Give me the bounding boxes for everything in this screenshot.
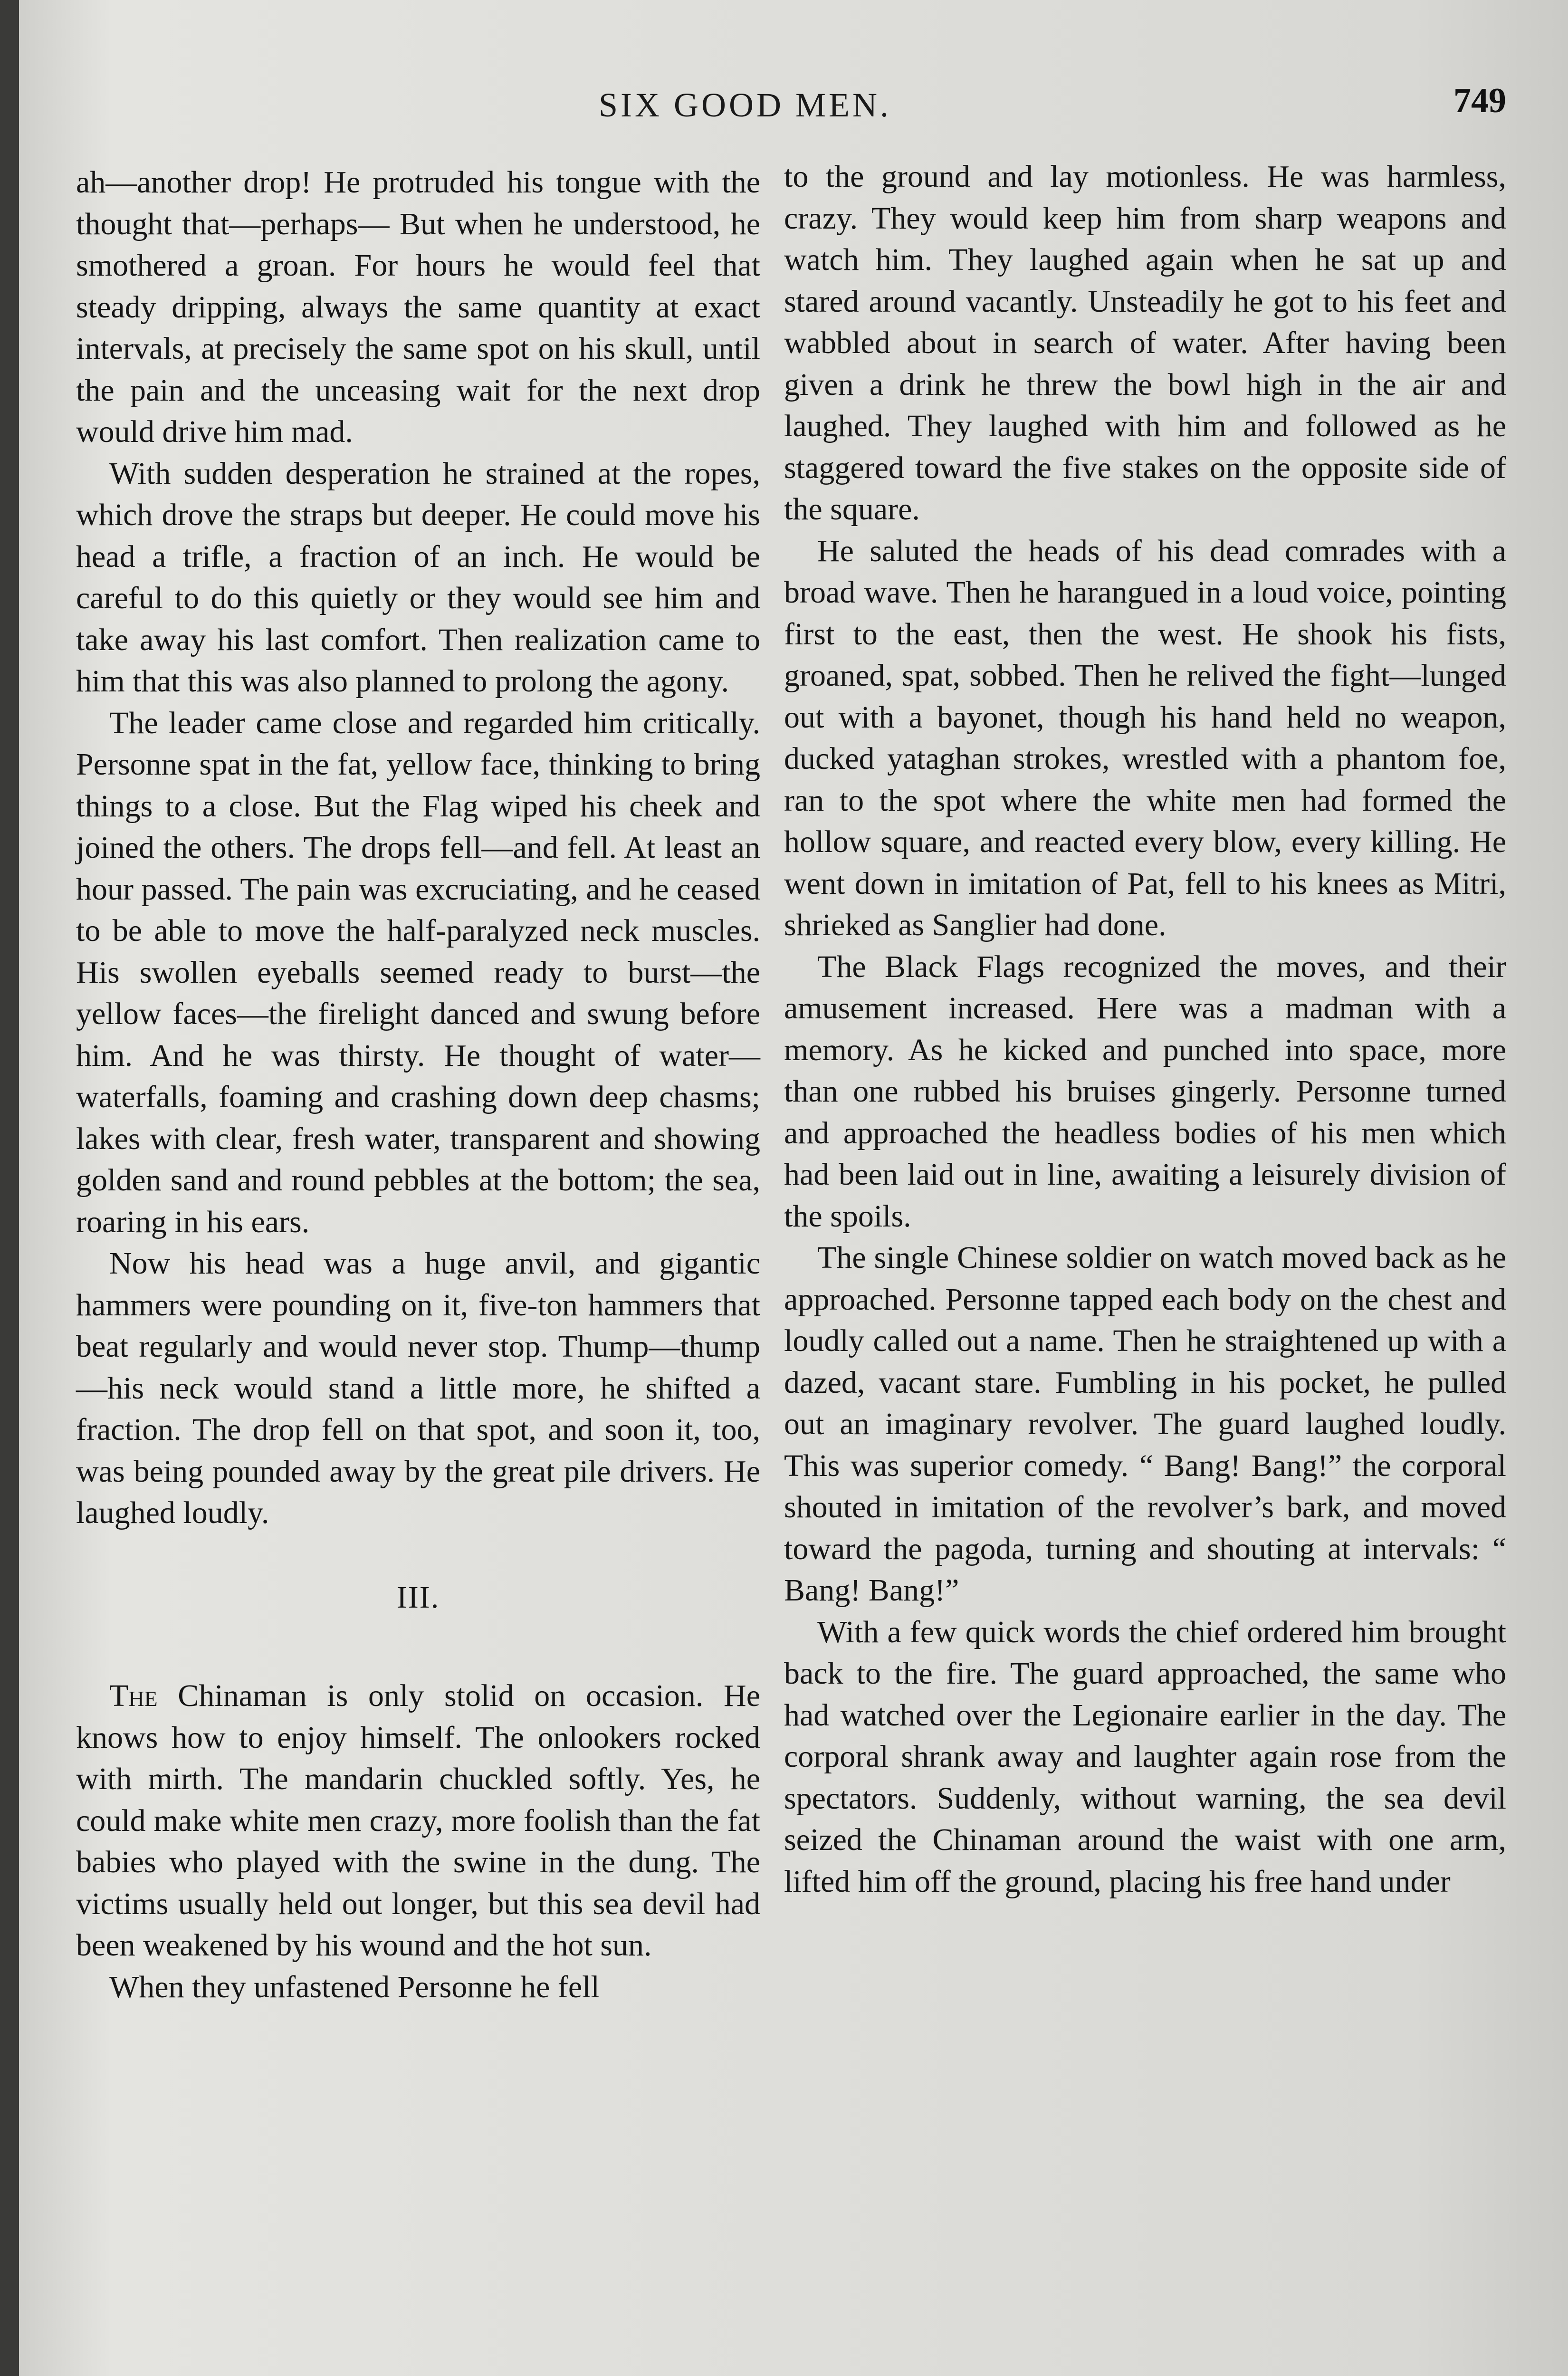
paragraph [76,1675,760,1966]
paragraph: to the ground and lay motionless. He was harmless, crazy. They would keep him from sharp weapons and watch him. They laughed again when he sat up and stared around vacantly. Unsteadily he got to his feet and wabbled about in search of water. After having been given a drink he threw the bowl high in the air and laughed. They laughed with him and followed as he staggered toward the five stakes on the opposite side of the square. [784,159,1506,527]
paragraph: With sudden desperation he strained at the ropes, which drove the straps but deeper. He could move his head a trifle, a fraction of an inch. He would be careful to do this quietly or they would see him and take away his last comfort. Then realization came to him that this was also planned to prolong the agony. [76,456,760,699]
paragraph: The Black Flags recognized the moves, and their amusement increased. Here was a madman with a memory. As he kicked and punched into space, more than one rubbed his bruises gingerly. Personne turned and approached the headless bodies of his men which had been laid out in line, awaiting a leisurely division of the spoils. [784,949,1506,1234]
paragraph: With a few quick words the chief ordered him brought back to the fire. The guard approached, the same who had watched over the Legionaire earlier in the day. The corporal shrank away and laughter again rose from the spectators. Suddenly, without warning, the sea devil seized the Chinaman around the waist with one arm, lifted him off the ground, placing his free hand under [784,1614,1506,1899]
paragraph: ah—another drop! He protruded his tongue with the thought that—perhaps— But when he understood, he smothered a groan. For hours he would feel that steady dripping, always the same quantity at exact intervals, at precisely the same spot on his skull, until the pain and the unceasing wait for the next drop would drive him mad. [76,165,760,449]
paragraph: Now his head was a huge anvil, and gigantic hammers were pounding on it, five-ton hammers that beat regularly and would never stop. Thump—thump—his neck would stand a little more, he shifted a fraction. The drop fell on that spot, and soon it, too, was being pounded away by the great pile drivers. He laughed loudly. [76,1246,760,1530]
lead-in-word: The [109,1678,158,1713]
section-heading: III. [396,1580,440,1615]
right-column [784,156,1506,1902]
book-page [19,0,1568,2376]
paragraph: When they unfastened Personne he fell [109,1969,600,2004]
paragraph: He saluted the heads of his dead comrades with a broad wave. Then he harangued in a loud voice, pointing first to the east, then the west. He shook his fists, groaned, spat, sobbed. Then he relived the fight—lunged out with a bayonet, though his hand held no weapon, ducked yataghan strokes, wrestled with a phantom foe, ran to the spot where the white men had formed the hollow square, and reacted every blow, every killing. He went down in imitation of Pat, fell to his knees as Mitri, shrieked as Sanglier had done. [784,533,1506,942]
page-number: 749 [1453,81,1506,120]
paragraph: The single Chinese soldier on watch moved back as he approached. Personne tapped each body on the chest and loudly called out a name. Then he straightened up with a dazed, vacant stare. Fumbling in his pocket, he pulled out an imaginary revolver. The guard laughed loudly. This was superior comedy. “ Bang! Bang!” the corporal shouted in imitation of the revolver’s bark, and moved toward the pagoda, turning and shouting at intervals: “ Bang! Bang!” [784,1240,1506,1608]
left-column [76,162,760,2008]
paragraph-text: Chinaman is only stolid on occasion. He knows how to enjoy himself. The onlookers rocked with mirth. The mandarin chuckled softly. Yes, he could make white men crazy, more foolish than the fat babies who played with the swine in the dung. The victims usually held out longer, but this sea devil had been weakened by his wound and the hot sun. [76,1678,760,1963]
paragraph: The leader came close and regarded him critically. Personne spat in the fat, yellow face, thinking to bring things to a close. But the Flag wiped his cheek and joined the others. The drops fell—and fell. At least an hour passed. The pain was excruciating, and he ceased to be able to move the half-paralyzed neck muscles. His swollen eyeballs seemed ready to burst—the yellow faces—the firelight danced and swung before him. And he was thirsty. He thought of water—waterfalls, foaming and crashing down deep chasms; lakes with clear, fresh water, transparent and showing golden sand and round pebbles at the bottom; the sea, roaring in his ears. [76,705,760,1239]
page-header [19,81,1568,143]
running-title: SIX GOOD MEN. [599,86,891,124]
